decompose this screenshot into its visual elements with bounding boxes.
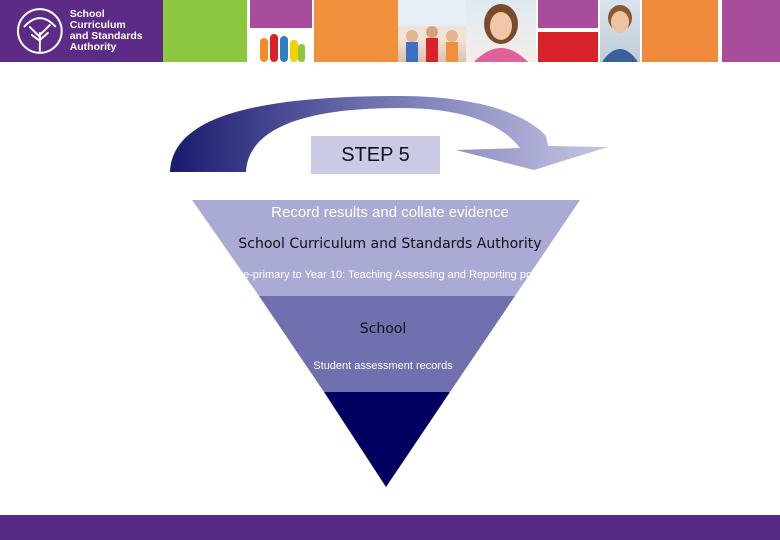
step-label: STEP 5 (311, 136, 440, 174)
level-2-detail: Student assessment records (313, 360, 453, 372)
level-1-heading: School Curriculum and Standards Authority (238, 236, 542, 252)
footer-bar (0, 515, 780, 540)
pyramid-middle-band (259, 296, 515, 392)
logo-text: School Curriculum and Standards Authority (69, 8, 143, 53)
level-1-detail: Pre-primary to Year 10: Teaching Assessing and Reporting policy (232, 269, 548, 281)
step-title: Record results and collate evidence (271, 204, 509, 221)
pyramid-bottom-tip (324, 392, 450, 487)
level-2-heading: School (359, 321, 407, 337)
